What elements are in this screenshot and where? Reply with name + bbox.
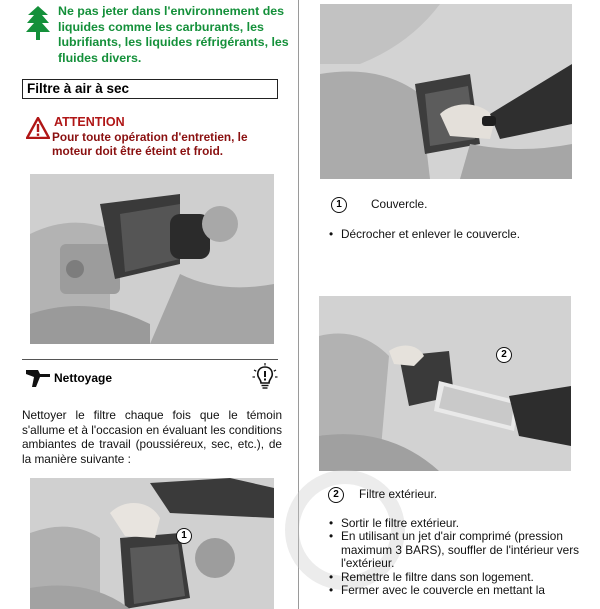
environment-text: Ne pas jeter dans l'environnement des liquides comme les carburants, les lubrifiants, les liquides réfrigérants, les fluides divers. (58, 4, 289, 65)
separator-line (22, 359, 278, 360)
callout-1: 1 (176, 528, 192, 544)
callout-2: 2 (496, 347, 512, 363)
step-2-bullets (328, 517, 580, 597)
list-item: • Remettre le filtre dans son logement. (328, 571, 580, 584)
warning-title: ATTENTION (54, 115, 125, 129)
list-item: • En utilisant un jet d'air comprimé (pression maximum 3 BARS), souffler de l'intérieur vers l'extérieur. (328, 530, 580, 570)
warning-text: Pour toute opération d'entretien, le moteur doit être éteint et froid. (52, 130, 248, 158)
list-item: • Fermer avec le couvercle en mettant la (328, 584, 580, 597)
step-1-label: Couvercle. (371, 197, 428, 211)
list-item: • Sortir le filtre extérieur. (328, 517, 580, 530)
outer-filter-photo (319, 296, 571, 471)
step-1-number: 1 (331, 197, 347, 213)
list-item: • Décrocher et enlever le couvercle. (328, 228, 578, 241)
step-2-number: 2 (328, 487, 344, 503)
cleaning-instructions: Nettoyer le filtre chaque fois que le témoin s'allume et à l'occasion en évaluant les conditions ambiantes de travail (poussiéreux, sec, etc.), de la manière suivante : (22, 408, 282, 466)
step-2-label: Filtre extérieur. (359, 487, 438, 501)
warning-triangle-icon (26, 117, 50, 139)
air-nozzle-icon (24, 366, 52, 388)
tree-icon (26, 6, 50, 40)
step-1-bullets (328, 228, 578, 241)
section-title: Filtre à air à sec (27, 81, 130, 96)
hand-on-cover-photo (30, 478, 274, 609)
lightbulb-tip-icon (252, 363, 278, 391)
section-header (22, 79, 278, 99)
engine-air-filter-photo (30, 174, 274, 344)
removing-cover-photo (320, 4, 572, 179)
cleaning-title: Nettoyage (54, 371, 113, 385)
